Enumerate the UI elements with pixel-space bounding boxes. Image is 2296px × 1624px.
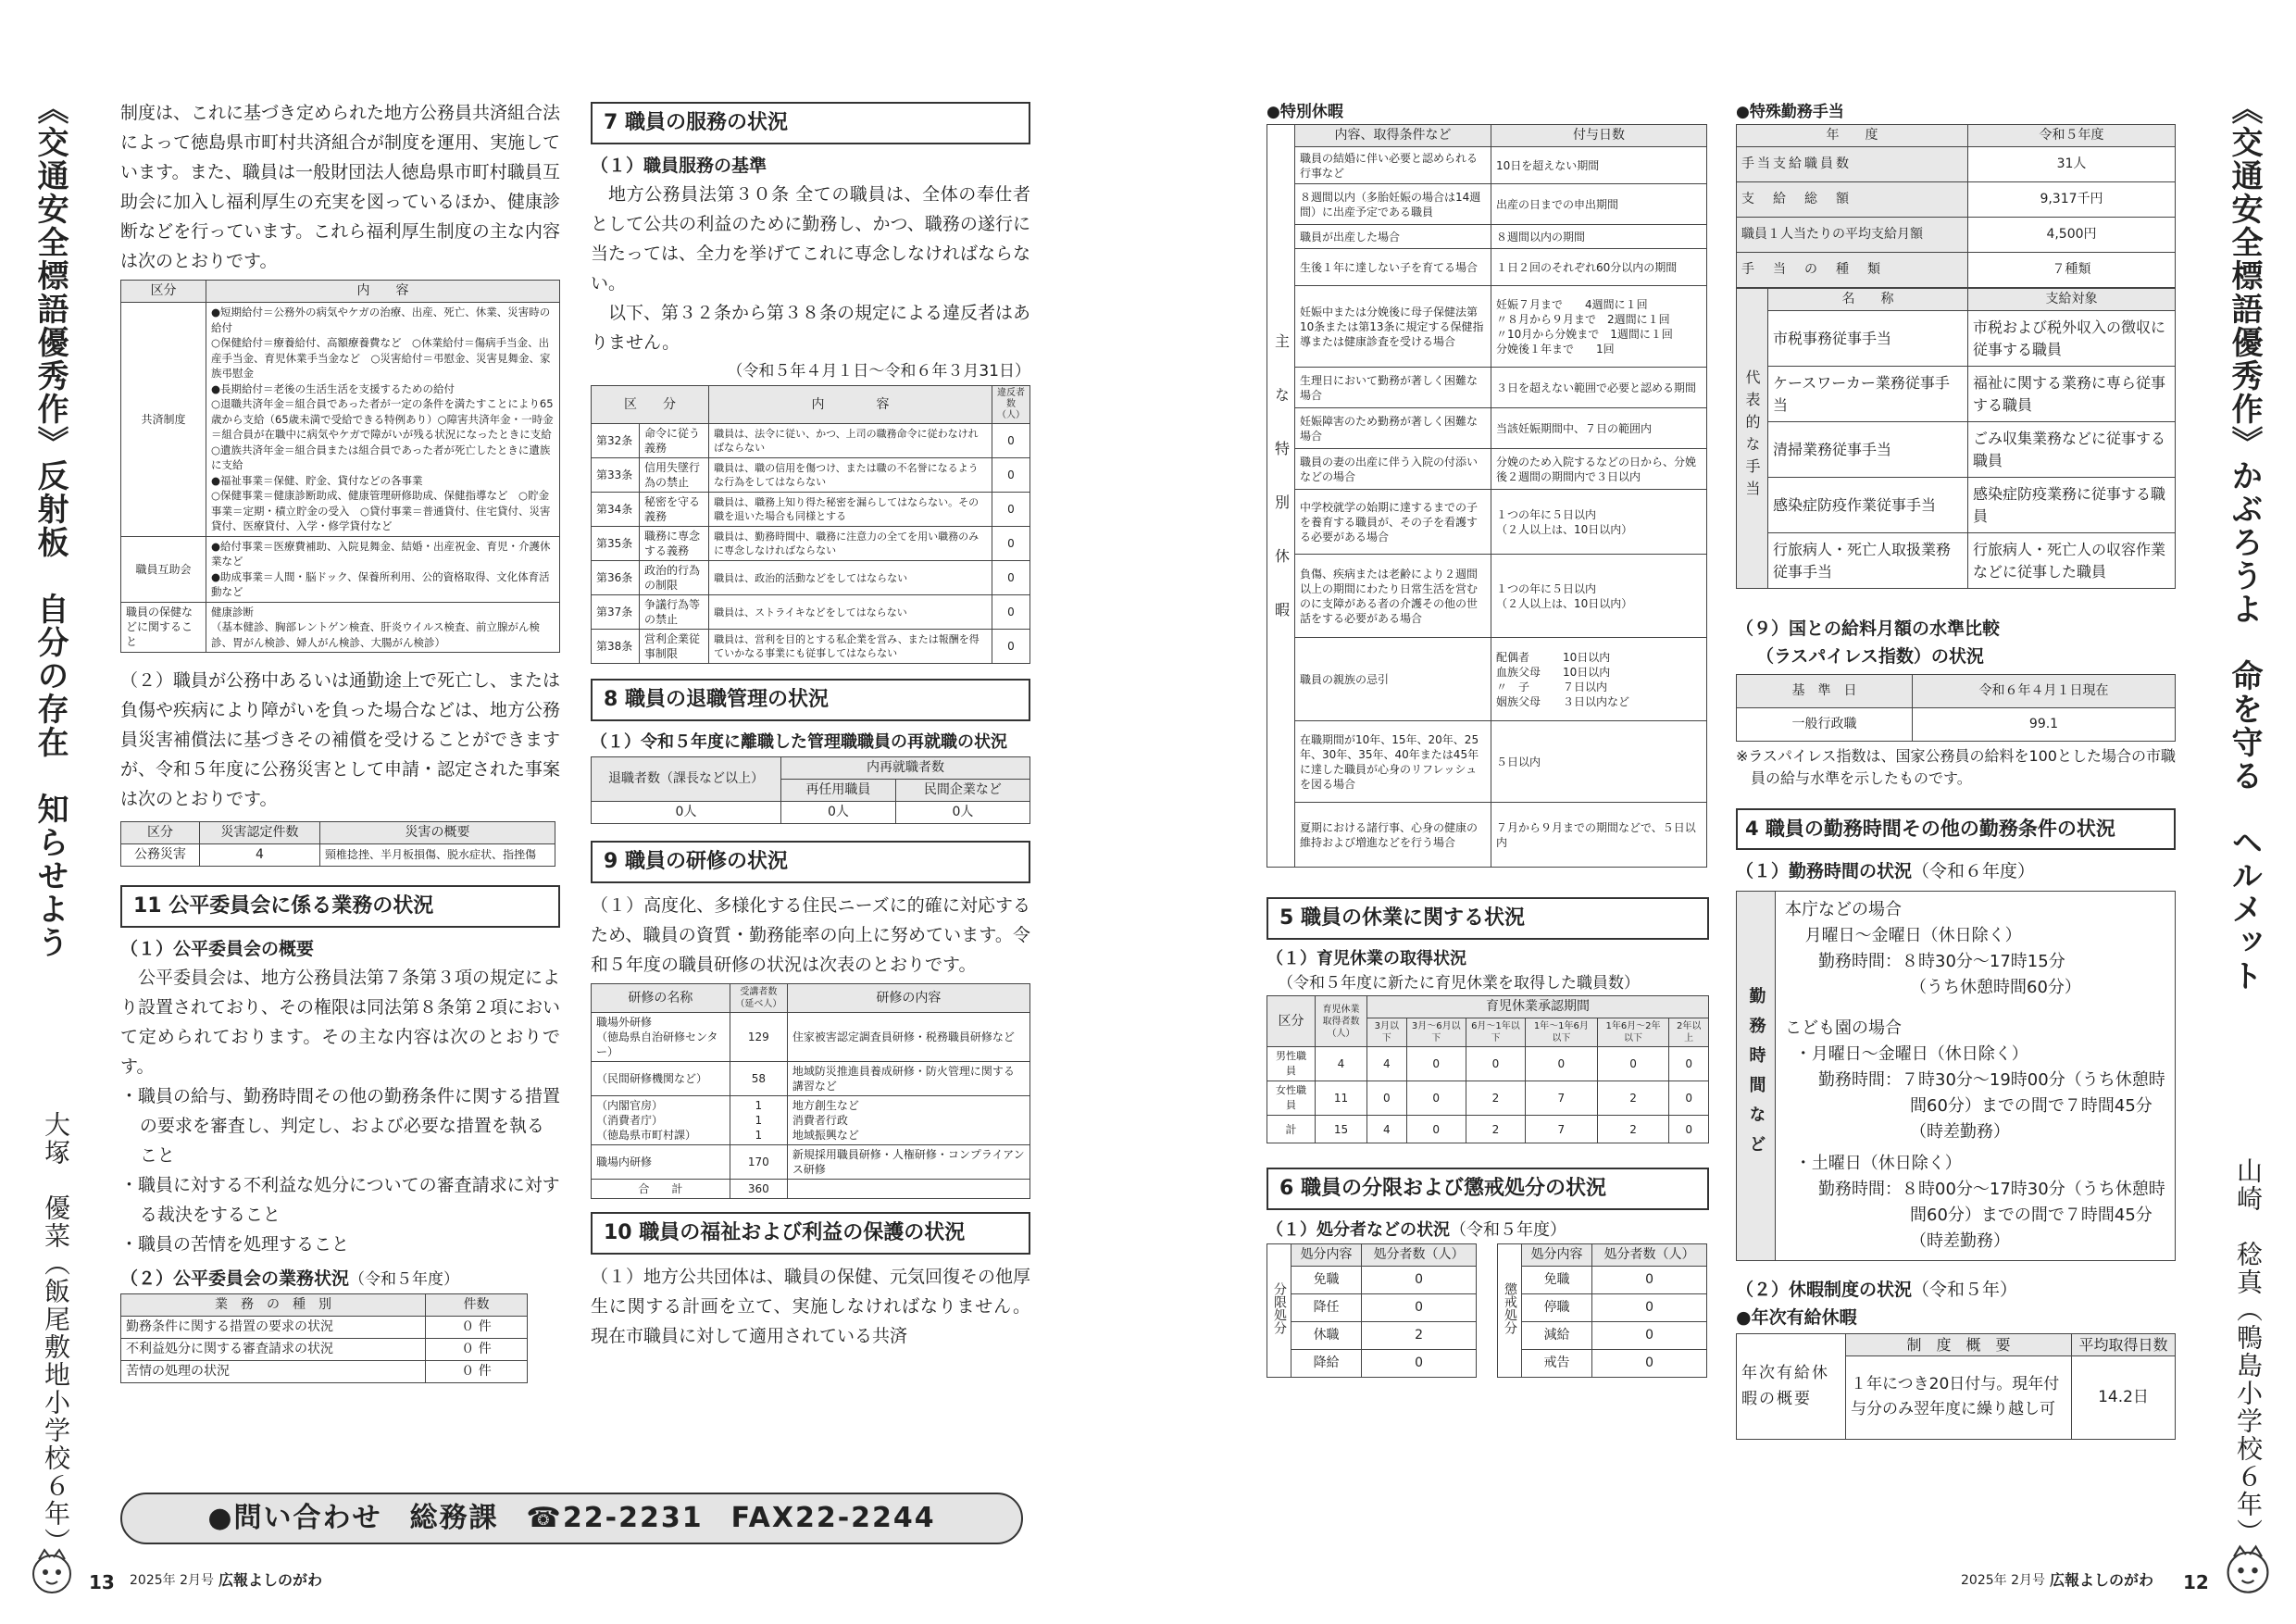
sa-list-cell: 行旅病人・死亡人取扱業務従事手当 bbox=[1768, 533, 1968, 589]
section-9-text: （１）高度化、多様化する住民ニーズに的確に対応するため、職員の資質・勤務能率の向上に努めています。令和５年度の職員研修の状況は次表のとおりです。 bbox=[591, 895, 1030, 976]
bunken-cell: 降任 bbox=[1292, 1294, 1362, 1322]
s9-cell bbox=[787, 1180, 1029, 1199]
choukai-header: 処分者数（人） bbox=[1592, 1244, 1707, 1267]
sl-cell: 夏期における諸行事、心身の健康の維持および増進などを行う場合 bbox=[1295, 803, 1491, 868]
s5-cell: 0 bbox=[1669, 1116, 1709, 1143]
s5-header: 1年6月～2年以下 bbox=[1597, 1018, 1669, 1047]
sa-list-cell: ごみ収集業務などに従事する職員 bbox=[1968, 422, 2176, 478]
disaster-header: 災害認定件数 bbox=[200, 822, 320, 844]
choukai-cell: 0 bbox=[1592, 1294, 1707, 1322]
choukai-cell: 免職 bbox=[1522, 1267, 1592, 1294]
welfare-cell: 職員の保健などに関すること bbox=[121, 602, 206, 653]
laspeyres-note: ※ラスパイレス指数は、国家公務員の給料を100とした場合の市職員の給与水準を示したものです。 bbox=[1736, 747, 2176, 787]
choukai-cell: 戒告 bbox=[1522, 1350, 1592, 1378]
choukai-side-label: 懲戒処分 bbox=[1503, 1281, 1517, 1334]
sl-cell: 生理日において勤務が著しく困難な場合 bbox=[1295, 368, 1491, 408]
annual-cell: 14.2日 bbox=[2072, 1355, 2176, 1439]
s7-cell: 第35条 bbox=[592, 527, 640, 561]
s7-cell: 職員は、職の信用を傷つけ、または職の不名誉になるような行為をしてはならない bbox=[709, 458, 992, 493]
s7-cell: 政治的行為の制限 bbox=[640, 561, 709, 595]
disaster-header: 災害の概要 bbox=[320, 822, 555, 844]
sl-cell: ５日以内 bbox=[1491, 721, 1707, 803]
s5-cell: 0 bbox=[1406, 1081, 1466, 1116]
s5-cell: 2 bbox=[1466, 1116, 1525, 1143]
s5-cell: 0 bbox=[1526, 1047, 1598, 1081]
disaster-header: 区分 bbox=[121, 822, 200, 844]
section-6-tables bbox=[1267, 1243, 1707, 1378]
sl-cell: １つの年に５日以内 （２人以上は、10日以内） bbox=[1491, 555, 1707, 638]
s8-header: 民間企業など bbox=[895, 780, 1029, 802]
sa-cell: 4,500円 bbox=[1968, 218, 2176, 253]
right-issue: 2025年 2月号 bbox=[1961, 1573, 2045, 1588]
s9-header: 受講者数（延べ人） bbox=[730, 984, 787, 1013]
s11-cell: 勤務条件に関する措置の要求の状況 bbox=[121, 1317, 426, 1339]
s9-cell: 職場内研修 bbox=[592, 1145, 730, 1180]
sa-cell: 9,317千円 bbox=[1968, 182, 2176, 218]
left-mag-name: 広報よしのがわ bbox=[218, 1571, 323, 1589]
choukai-cell: 0 bbox=[1592, 1350, 1707, 1378]
sa-list-header: 支給対象 bbox=[1968, 289, 2176, 311]
bunken-cell: 0 bbox=[1362, 1267, 1477, 1294]
sa-cell: 支 給 総 額 bbox=[1737, 182, 1968, 218]
section-11-text: 公平委員会は、地方公務員法第７条第３項の規定により設置されており、その権限は同法第８条第２項において定められております。その主な内容は次のとおりです。 bbox=[120, 968, 561, 1078]
s8-cell: 0人 bbox=[895, 802, 1029, 824]
s5-cell: 15 bbox=[1316, 1116, 1367, 1143]
s11-cell: ０ 件 bbox=[426, 1361, 528, 1383]
section-7-title: 7 職員の服務の状況 bbox=[591, 102, 1030, 144]
section-5-table bbox=[1267, 995, 1709, 1143]
s5-cell: 4 bbox=[1367, 1047, 1407, 1081]
s5-cell: 0 bbox=[1406, 1047, 1466, 1081]
sa-list-cell: 市税事務従事手当 bbox=[1768, 311, 1968, 367]
section-4-sub1-label: （１）勤務時間の状況 bbox=[1736, 860, 1913, 881]
bunken-cell: 休職 bbox=[1292, 1322, 1362, 1350]
bunken-cell: 0 bbox=[1362, 1294, 1477, 1322]
section-11-title: 11 公平委員会に係る業務の状況 bbox=[120, 885, 560, 928]
section-4-sub2-note: （令和５年） bbox=[1912, 1279, 2018, 1300]
s8-header: 退職者数（課長など以上） bbox=[592, 757, 781, 802]
bunken-table bbox=[1267, 1243, 1477, 1378]
annual-header: 平均取得日数 bbox=[2072, 1333, 2176, 1355]
section-8-title: 8 職員の退職管理の状況 bbox=[591, 679, 1030, 721]
sl-cell: ７月から９月までの期間などで、５日以内 bbox=[1491, 803, 1707, 868]
right-side-title: 《交通安全標語優秀作》かぶろうよ 命を守る ヘルメット bbox=[2226, 93, 2263, 993]
lp-header: 令和６年４月１日現在 bbox=[1913, 675, 2176, 708]
right-column-2 bbox=[1736, 100, 2176, 1440]
sl-cell: 職員の妻の出産に伴う入院の付添いなどの場合 bbox=[1295, 449, 1491, 490]
choukai-cell: 0 bbox=[1592, 1267, 1707, 1294]
welfare-intro-text: 制度は、これに基づき定められた地方公務員共済組合法によって徳島県市町村共済組合が制度を運用、実施しています。また、職員は一般財団法人徳島県市町村職員互助会に加入し福利厚生の充実を図っているほか、健康診断などを行っています。これら福利厚生制度の主な内容は次のとおりです。 bbox=[120, 103, 561, 271]
s5-cell: 7 bbox=[1526, 1116, 1598, 1143]
right-side-author: 山崎 稔真（鴨島小学校６年） bbox=[2233, 1157, 2264, 1546]
laspeyres-title-2: （ラスパイレス指数）の状況 bbox=[1756, 646, 1984, 667]
welfare-header-content: 内 容 bbox=[206, 281, 560, 303]
annual-cell: １年につき20日付与。現年付与分のみ翌年度に繰り越し可 bbox=[1846, 1355, 2072, 1439]
welfare-cell: ●短期給付＝公務外の病気やケガの治療、出産、死亡、休業、災害時の給付 ○保健給付＝療養給付、高額療養費など ○休業給付＝傷病手当金、出産手当金、育児休業手当金など ○災害給付＝弔慰金、災害見舞金、家族弔慰金 ●長期給付＝老後の生活生活を支援するための給付 ○退職共済年金＝組合員であった者が一定の条件を満たすことにより65歳から支給（65歳未満で受給できる特例あり）○障害共済年金・一時金＝組合員が在職中に病気やケガで障がいが残る状況になったときに支給 ○遺族共済年金＝組合員または組合員であった者が死亡したときに遺族に支給 ●福祉事業＝保健、貯金、貸付などの各事業 ○保健事業＝健康診断助成、健康管理研修助成、保健指導など ○貯金事業＝定期・積立貯金の受入 ○貸付事業＝普通貸付、住宅貸付、災害貸付、医療貸付、入学・修学貸付など bbox=[206, 303, 560, 537]
right-column-1 bbox=[1267, 100, 1707, 1378]
work-hours-line: こども園の場合 bbox=[1785, 1018, 1902, 1038]
choukai-cell: 減給 bbox=[1522, 1322, 1592, 1350]
sa-list-cell: 行旅病人・死亡人の収容作業などに従事した職員 bbox=[1968, 533, 2176, 589]
s8-header: 内再就職者数 bbox=[781, 757, 1030, 780]
sl-cell: 分娩のため入院するなどの日から、分娩後２週間の期間内で３日以内 bbox=[1491, 449, 1707, 490]
sl-cell: ８週間以内（多胎妊娠の場合は14週間）に出産予定である職員 bbox=[1295, 184, 1491, 225]
list-item: ・職員の給与、勤務時間その他の勤務条件に関する措置の要求を審査し、判定し、および必要な措置を執ること bbox=[120, 1086, 561, 1167]
s7-cell: 信用失墜行為の禁止 bbox=[640, 458, 709, 493]
s5-cell: 0 bbox=[1669, 1047, 1709, 1081]
section-7-text2: 以下、第３２条から第３８条の規定による違反者はありません。 bbox=[591, 303, 1031, 354]
s11-cell: ０ 件 bbox=[426, 1339, 528, 1361]
sl-cell: 職員の結婚に伴い必要と認められる行事など bbox=[1295, 147, 1491, 184]
s7-cell: 0 bbox=[992, 493, 1030, 527]
section-6-title: 6 職員の分限および懲戒処分の状況 bbox=[1267, 1168, 1709, 1210]
s5-cell: 11 bbox=[1316, 1081, 1367, 1116]
contact-dept: 総務課 bbox=[409, 1501, 499, 1534]
section-4-sub1 bbox=[1736, 857, 2176, 885]
bunken-cell: 2 bbox=[1362, 1322, 1477, 1350]
s7-cell: 争議行為等の禁止 bbox=[640, 595, 709, 630]
s7-cell: 0 bbox=[992, 458, 1030, 493]
work-hours-line: （うち休憩時間60分） bbox=[1910, 977, 2081, 997]
work-hours-line: ・土曜日（休日除く） bbox=[1794, 1153, 1962, 1173]
welfare-cell: 健康診断 （基本健診、胸部レントゲン検査、肝炎ウイルス検査、前立腺がん検診、胃がん検診、婦人がん検診、大腸がん検診） bbox=[206, 602, 560, 653]
s9-header: 研修の名称 bbox=[592, 984, 730, 1013]
right-mascot-icon bbox=[2220, 1541, 2276, 1605]
s5-cell: 0 bbox=[1669, 1081, 1709, 1116]
s7-header: 違反者数（人） bbox=[992, 386, 1030, 424]
s7-cell: 0 bbox=[992, 561, 1030, 595]
s7-cell: 秘密を守る義務 bbox=[640, 493, 709, 527]
s5-cell: 2 bbox=[1597, 1116, 1669, 1143]
section-7-sub1: （１）職員服務の基準 bbox=[591, 156, 767, 177]
section-9-table bbox=[591, 983, 1030, 1199]
sa-cell: 31人 bbox=[1968, 147, 2176, 182]
welfare-table bbox=[120, 280, 560, 653]
sl-cell: ３日を超えない範囲で必要と認める期間 bbox=[1491, 368, 1707, 408]
s5-cell: 4 bbox=[1316, 1047, 1367, 1081]
section-11-sub2 bbox=[120, 1265, 560, 1293]
left-column-2 bbox=[591, 102, 1030, 1351]
s11-cell: ０ 件 bbox=[426, 1317, 528, 1339]
s7-cell: 職員は、職務上知り得た秘密を漏らしてはならない。その職を退いた場合も同様とする bbox=[709, 493, 992, 527]
sl-cell: ８週間以内の期間 bbox=[1491, 225, 1707, 249]
special-allowance-list bbox=[1736, 288, 2176, 589]
left-mascot-icon bbox=[26, 1544, 78, 1605]
s5-header: 6月～1年以下 bbox=[1466, 1018, 1525, 1047]
sa-header: 年 度 bbox=[1737, 125, 1968, 147]
s9-cell: 1 1 1 bbox=[730, 1096, 787, 1145]
s9-cell: 合 計 bbox=[592, 1180, 730, 1199]
list-item: ・職員の苦情を処理すること bbox=[120, 1234, 350, 1255]
s7-cell: 第33条 bbox=[592, 458, 640, 493]
s7-cell: 0 bbox=[992, 595, 1030, 630]
welfare-header-kubun: 区分 bbox=[121, 281, 206, 303]
section-6-sub1-label: （１）処分者などの状況 bbox=[1267, 1220, 1450, 1241]
work-hours-line: 勤務時間：８時30分～17時15分 bbox=[1818, 951, 2065, 971]
lp-cell: 一般行政職 bbox=[1737, 708, 1913, 742]
right-mag-name: 広報よしのがわ bbox=[2050, 1571, 2154, 1589]
s7-cell: 職員は、勤務時間中、職務に注意力の全てを用い職務のみに専念しなければならない bbox=[709, 527, 992, 561]
work-hours-side-label: 勤務時間など bbox=[1746, 986, 1766, 1165]
choukai-table bbox=[1497, 1243, 1707, 1378]
s7-cell: 第37条 bbox=[592, 595, 640, 630]
sl-cell: 妊娠７月まで 4週間に１回 〃８月から９月まで 2週間に１回 〃10月から分娩まで 1週間に１回 分娩後１年まで 1回 bbox=[1491, 286, 1707, 368]
right-page-number: 12 bbox=[2183, 1571, 2209, 1593]
s7-cell: 命令に従う義務 bbox=[640, 424, 709, 458]
s7-cell: 0 bbox=[992, 527, 1030, 561]
section-8-sub1: （１）令和５年度に離職した管理職職員の再就職の状況 bbox=[591, 732, 1007, 753]
sl-cell: 10日を超えない期間 bbox=[1491, 147, 1707, 184]
s5-cell: 0 bbox=[1406, 1116, 1466, 1143]
section-5-title: 5 職員の休業に関する状況 bbox=[1267, 897, 1709, 940]
s8-header: 再任用職員 bbox=[781, 780, 896, 802]
s9-cell: 住家被害認定調査員研修・税務職員研修など bbox=[787, 1013, 1029, 1062]
left-side-author: 大塚 優菜（飯尾敷地小学校６年） bbox=[41, 1111, 71, 1555]
s9-header: 研修の内容 bbox=[787, 984, 1029, 1013]
s5-cell: 0 bbox=[1466, 1047, 1525, 1081]
section-7-table bbox=[591, 385, 1030, 664]
sa-list-cell: 福祉に関する業務に専ら従事する職員 bbox=[1968, 367, 2176, 422]
sa-side-label: 代表的な手当 bbox=[1743, 369, 1761, 503]
s7-header: 内 容 bbox=[709, 386, 992, 424]
section-11-sub2-note: （令和５年度） bbox=[349, 1270, 460, 1290]
s5-cell: 計 bbox=[1267, 1116, 1316, 1143]
s9-cell: （内閣官房） （消費者庁） （徳島県市町村課） bbox=[592, 1096, 730, 1145]
work-hours-line: ・月曜日～金曜日（休日除く） bbox=[1794, 1043, 2028, 1064]
s7-cell: 職員は、法令に従い、かつ、上司の職務命令に従わなければならない bbox=[709, 424, 992, 458]
section-11-sub2-label: （２）公平委員会の業務状況 bbox=[120, 1268, 350, 1290]
s7-header: 区 分 bbox=[592, 386, 709, 424]
s5-header: 3月～6月以下 bbox=[1406, 1018, 1466, 1047]
welfare-cell: ●給付事業＝医療費補助、入院見舞金、結婚・出産祝金、育児・介護休業など ●助成事業＝人間・脳ドック、保養所利用、公的資格取得、文化体育活動など bbox=[206, 536, 560, 602]
section-11-bullets bbox=[120, 1081, 560, 1259]
section-6-sub1-note: （令和５年度） bbox=[1450, 1220, 1566, 1241]
annual-leave-table bbox=[1736, 1333, 2176, 1440]
sa-cell: 手当支給職員数 bbox=[1737, 147, 1968, 182]
sl-cell: １つの年に５日以内 （２人以上は、10日以内） bbox=[1491, 490, 1707, 555]
s9-cell: 地域防災推進員養成研修・防火管理に関する講習など bbox=[787, 1062, 1029, 1096]
s9-cell: 地方創生など 消費者行政 地域振興など bbox=[787, 1096, 1029, 1145]
disaster-cell: 公務災害 bbox=[121, 844, 200, 867]
bunken-cell: 降給 bbox=[1292, 1350, 1362, 1378]
section-5-note: （令和５年度に新たに育児休業を取得した職員数） bbox=[1278, 974, 1640, 993]
left-column-1 bbox=[120, 98, 560, 1383]
work-hours-line: 勤務時間：７時30分～19時00分（うち休憩時間60分）までの間で７時間45分（時差勤務） bbox=[1818, 1069, 2165, 1142]
s11-header: 件数 bbox=[426, 1294, 528, 1317]
contact-bar bbox=[120, 1493, 1023, 1544]
sa-cell: 職員１人当たりの平均支給月額 bbox=[1737, 218, 1968, 253]
section-4-sub2-label: （２）休暇制度の状況 bbox=[1736, 1279, 1913, 1300]
section-11-sub1: （１）公平委員会の概要 bbox=[120, 939, 315, 960]
s7-cell: 0 bbox=[992, 424, 1030, 458]
s7-cell: 第34条 bbox=[592, 493, 640, 527]
s9-cell: （民間研修機関など） bbox=[592, 1062, 730, 1096]
disaster-table bbox=[120, 821, 555, 867]
bunken-side-label: 分限処分 bbox=[1272, 1281, 1287, 1334]
choukai-cell: 停職 bbox=[1522, 1294, 1592, 1322]
sa-cell: ７種類 bbox=[1968, 253, 2176, 288]
sa-list-cell: 清掃業務従事手当 bbox=[1768, 422, 1968, 478]
choukai-header: 処分内容 bbox=[1522, 1244, 1592, 1267]
annual-header: 制 度 概 要 bbox=[1846, 1333, 2072, 1355]
sl-cell: １日２回のそれぞれ60分以内の期間 bbox=[1491, 249, 1707, 286]
section-7-period: （令和５年４月１日～令和６年３月31日） bbox=[727, 362, 1030, 381]
sl-cell: 生後１年に達しない子を育てる場合 bbox=[1295, 249, 1491, 286]
sl-cell: 在職期間が10年、15年、20年、25年、30年、35年、40年または45年に達した職員が心身のリフレッシュを図る場合 bbox=[1295, 721, 1491, 803]
sl-cell: 出産の日までの申出期間 bbox=[1491, 184, 1707, 225]
s5-cell: 2 bbox=[1466, 1081, 1525, 1116]
disaster-cell: 頸椎捻挫、半月板損傷、脱水症状、指挫傷 bbox=[320, 844, 555, 867]
section-10-text: （１）地方公共団体は、職員の保健、元気回復その他厚生に関する計画を立て、実施しなければなりません。現在市職員に対して適用されている共済 bbox=[591, 1267, 1031, 1347]
sa-header: 令和５年度 bbox=[1968, 125, 2176, 147]
welfare-cell: 職員互助会 bbox=[121, 536, 206, 602]
contact-fax: FAX22-2244 bbox=[730, 1501, 936, 1534]
sl-cell: 妊娠中または分娩後に母子保健法第10条または第13条に規定する保健指導または健康診査を受ける場合 bbox=[1295, 286, 1491, 368]
special-allowance-summary bbox=[1736, 124, 2176, 288]
section-8-table bbox=[591, 756, 1030, 824]
s5-cell: 0 bbox=[1597, 1047, 1669, 1081]
special-leave-table bbox=[1267, 124, 1707, 868]
lp-header: 基 準 日 bbox=[1737, 675, 1913, 708]
sl-cell: 職員が出産した場合 bbox=[1295, 225, 1491, 249]
contact-label: ●問い合わせ bbox=[207, 1501, 382, 1534]
sl-cell: 配偶者 10日以内 血族父母 10日以内 〃 子 ７日以内 姻族父母 ３日以内など bbox=[1491, 638, 1707, 721]
bunken-cell: 0 bbox=[1362, 1350, 1477, 1378]
left-side-title: 《交通安全標語優秀作》反射板 自分の存在 知らせよう bbox=[31, 93, 69, 959]
section-11-table bbox=[120, 1293, 528, 1383]
sa-list-cell: ケースワーカー業務従事手当 bbox=[1768, 367, 1968, 422]
s9-cell: 129 bbox=[730, 1013, 787, 1062]
laspeyres-title-1: （９）国との給料月額の水準比較 bbox=[1736, 618, 2001, 639]
section-10-title: 10 職員の福祉および利益の保護の状況 bbox=[591, 1212, 1030, 1255]
bunken-header: 処分内容 bbox=[1292, 1244, 1362, 1267]
special-allowance-title: ●特殊勤務手当 bbox=[1736, 103, 1844, 121]
s5-cell: 0 bbox=[1367, 1081, 1407, 1116]
work-hours-content bbox=[1776, 892, 2175, 1260]
sa-list-header: 名 称 bbox=[1768, 289, 1968, 311]
contact-tel[interactable]: ☎22-2231 bbox=[526, 1501, 704, 1534]
left-issue: 2025年 2月号 bbox=[130, 1573, 214, 1588]
s7-cell: 職員は、ストライキなどをしてはならない bbox=[709, 595, 992, 630]
sl-cell: 当該妊娠期間中、７日の範囲内 bbox=[1491, 408, 1707, 449]
s11-header: 業 務 の 種 別 bbox=[121, 1294, 426, 1317]
s9-cell: 360 bbox=[730, 1180, 787, 1199]
s7-cell: 職員は、政治的活動などをしてはならない bbox=[709, 561, 992, 595]
s8-cell: 0人 bbox=[781, 802, 896, 824]
work-hours-line: 月曜日～金曜日（休日除く） bbox=[1804, 925, 2022, 945]
lp-cell: 99.1 bbox=[1913, 708, 2176, 742]
work-hours-side bbox=[1737, 892, 1776, 1260]
annual-leave-title: ●年次有給休暇 bbox=[1736, 1306, 1857, 1328]
s5-header: 1年～1年6月以下 bbox=[1526, 1018, 1598, 1047]
welfare-cell: 共済制度 bbox=[121, 303, 206, 537]
s9-cell: 新規採用職員研修・人権研修・コンプライアンス研修 bbox=[787, 1145, 1029, 1180]
s7-cell: 営利企業従事制限 bbox=[640, 630, 709, 664]
s7-cell: 第38条 bbox=[592, 630, 640, 664]
s5-cell: 女性職員 bbox=[1267, 1081, 1316, 1116]
left-page-number: 13 bbox=[89, 1571, 115, 1593]
s8-cell: 0人 bbox=[592, 802, 781, 824]
s9-cell: 58 bbox=[730, 1062, 787, 1096]
sl-header: 内容、取得条件など bbox=[1295, 125, 1491, 147]
choukai-cell: 0 bbox=[1592, 1322, 1707, 1350]
bunken-header: 処分者数（人） bbox=[1362, 1244, 1477, 1267]
sa-list-cell: 感染症防疫業務に従事する職員 bbox=[1968, 478, 2176, 533]
sa-cell: 手 当 の 種 類 bbox=[1737, 253, 1968, 288]
s11-cell: 不利益処分に関する審査請求の状況 bbox=[121, 1339, 426, 1361]
annual-leave-label: 年次有給休暇の概要 bbox=[1737, 1333, 1846, 1439]
s5-header: 区分 bbox=[1267, 996, 1316, 1047]
s7-cell: 0 bbox=[992, 630, 1030, 664]
bunken-cell: 免職 bbox=[1292, 1267, 1362, 1294]
sl-cell: 妊娠障害のため勤務が著しく困難な場合 bbox=[1295, 408, 1491, 449]
work-hours-line: 勤務時間：８時00分～17時30分（うち休憩時間60分）までの間で７時間45分（時差勤務） bbox=[1818, 1179, 2165, 1251]
s5-header: 育児休業取得者数（人） bbox=[1316, 996, 1367, 1047]
disaster-cell: 4 bbox=[200, 844, 320, 867]
special-leave-side bbox=[1267, 125, 1295, 868]
sl-cell: 負傷、疾病または老齢により２週間以上の期間にわたり日常生活を営むのに支障がある者の介護その他の世話をする必要がある場合 bbox=[1295, 555, 1491, 638]
sl-header: 付与日数 bbox=[1491, 125, 1707, 147]
sa-side bbox=[1737, 289, 1768, 589]
sa-list-cell: 市税および税外収入の徴収に従事する職員 bbox=[1968, 311, 2176, 367]
sl-cell: 中学校就学の始期に達するまでの子を養育する職員が、その子を看護する必要がある場合 bbox=[1295, 490, 1491, 555]
section-9-title: 9 職員の研修の状況 bbox=[591, 841, 1030, 883]
sl-cell: 職員の親族の忌引 bbox=[1295, 638, 1491, 721]
s5-cell: 2 bbox=[1597, 1081, 1669, 1116]
s9-cell: 職場外研修 （徳島県自治研修センター） bbox=[592, 1013, 730, 1062]
s5-header: 2年以上 bbox=[1669, 1018, 1709, 1047]
work-hours-line: 本庁などの場合 bbox=[1785, 899, 1902, 919]
s5-cell: 7 bbox=[1526, 1081, 1598, 1116]
list-item: ・職員に対する不利益な処分についての審査請求に対する裁決をすること bbox=[120, 1175, 560, 1226]
s5-header: 育児休業承認期間 bbox=[1367, 996, 1709, 1018]
section-4-sub1-note: （令和６年度） bbox=[1912, 860, 2036, 881]
sa-list-cell: 感染症防疫作業従事手当 bbox=[1768, 478, 1968, 533]
s5-header: 3月以下 bbox=[1367, 1018, 1407, 1047]
s5-cell: 男性職員 bbox=[1267, 1047, 1316, 1081]
s7-cell: 職務に専念する義務 bbox=[640, 527, 709, 561]
s7-cell: 第36条 bbox=[592, 561, 640, 595]
disaster-text: （２）職員が公務中あるいは通勤途上で死亡し、または負傷や疾病により障がいを負った場合などは、地方公務員災害補償法に基づきその補償を受けることができますが、令和５年度に公務災害として申請・認定された事案は次のとおりです。 bbox=[120, 670, 561, 809]
section-5-sub1: （１）育児休業の取得状況 bbox=[1267, 949, 1466, 969]
section-6-sub1 bbox=[1267, 1218, 1707, 1243]
bunken-side bbox=[1267, 1244, 1292, 1378]
s11-cell: 苦情の処理の状況 bbox=[121, 1361, 426, 1383]
s9-cell: 170 bbox=[730, 1145, 787, 1180]
work-hours-box bbox=[1736, 891, 2176, 1261]
special-leave-side-label: 主な特別休暇 bbox=[1272, 332, 1291, 656]
laspeyres-table bbox=[1736, 674, 2176, 742]
section-4-title: 4 職員の勤務時間その他の勤務条件の状況 bbox=[1736, 808, 2176, 850]
section-4-sub2 bbox=[1736, 1276, 2176, 1304]
s7-cell: 第32条 bbox=[592, 424, 640, 458]
special-leave-title: ●特別休暇 bbox=[1267, 103, 1343, 121]
s5-cell: 4 bbox=[1367, 1116, 1407, 1143]
section-7-text1: 地方公務員法第３０条 全ての職員は、全体の奉仕者として公共の利益のために勤務し、かつ、職務の遂行に当たっては、全力を挙げてこれに専念しなければならない。 bbox=[591, 184, 1031, 294]
choukai-side bbox=[1498, 1244, 1522, 1378]
s7-cell: 職員は、営利を目的とする私企業を営み、または報酬を得ていかなる事業にも従事してはならない bbox=[709, 630, 992, 664]
